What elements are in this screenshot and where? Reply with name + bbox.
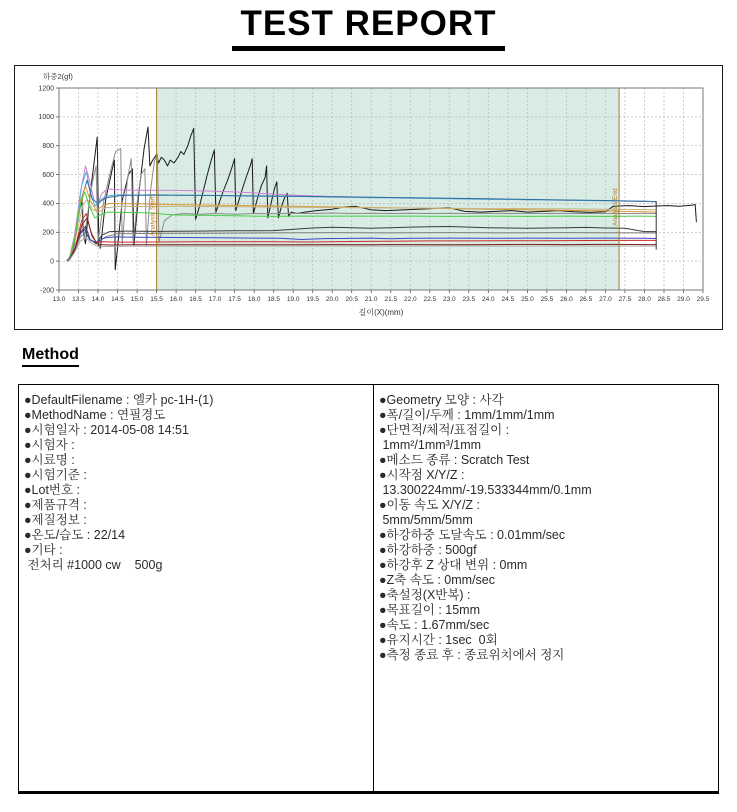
svg-text:17.0: 17.0 — [208, 296, 222, 303]
method-line: ●시험자 : — [24, 438, 75, 452]
method-line: ●측정 종료 후 : 종료위치에서 정지 — [379, 648, 565, 662]
svg-text:15.5: 15.5 — [150, 296, 163, 303]
svg-text:14.0: 14.0 — [91, 296, 105, 303]
svg-text:19.5: 19.5 — [306, 296, 320, 303]
method-line: ●속도 : 1.67mm/sec — [379, 618, 490, 632]
method-line: 5mm/5mm/5mm — [379, 513, 473, 527]
svg-text:-200: -200 — [39, 287, 54, 295]
page-title: TEST REPORT — [232, 4, 504, 51]
method-line: ●Geometry 모양 : 사각 — [379, 393, 504, 407]
method-line: 전처리 #1000 cw 500g — [24, 558, 163, 572]
method-line: 1mm²/1mm³/1mm — [379, 438, 482, 452]
analysis-end-label: Analysis End — [612, 188, 620, 226]
svg-text:400: 400 — [42, 200, 54, 208]
method-line: ●이동 속도 X/Y/Z : — [379, 498, 480, 512]
method-line: ●시료명 : — [24, 453, 75, 467]
svg-text:20.0: 20.0 — [325, 296, 339, 303]
svg-text:19.0: 19.0 — [286, 296, 300, 303]
svg-text:23.0: 23.0 — [442, 296, 456, 303]
method-line: ●하강후 Z 상대 변위 : 0mm — [379, 558, 528, 572]
method-line: ●제품규격 : — [24, 498, 87, 512]
svg-text:13.5: 13.5 — [72, 296, 85, 303]
analysis-region — [157, 88, 619, 290]
svg-text:29.5: 29.5 — [696, 296, 710, 303]
svg-text:14.5: 14.5 — [111, 296, 124, 303]
method-line: ●하강하중 도달속도 : 0.01mm/sec — [379, 528, 566, 542]
svg-text:23.5: 23.5 — [462, 296, 476, 303]
svg-text:17.5: 17.5 — [228, 296, 241, 303]
method-line: ●온도/습도 : 22/14 — [24, 528, 126, 542]
method-heading: Method — [22, 346, 79, 367]
method-right-column — [374, 385, 718, 791]
svg-text:24.5: 24.5 — [501, 296, 515, 303]
svg-text:1200: 1200 — [38, 85, 54, 93]
svg-text:27.5: 27.5 — [618, 296, 632, 303]
method-line: ●목표길이 : 15mm — [379, 603, 480, 617]
method-line: ●제질정보 : — [24, 513, 87, 527]
method-line: ●단면적/체적/표점길이 : — [379, 423, 510, 437]
method-line: ●하강하중 : 500gf — [379, 543, 477, 557]
svg-text:1000: 1000 — [38, 114, 54, 122]
method-line: ●시험일자 : 2014-05-08 14:51 — [24, 423, 189, 437]
method-line: ●폭/길이/두께 : 1mm/1mm/1mm — [379, 408, 555, 422]
method-line: ●축설정(X반복) : — [379, 588, 471, 602]
svg-text:26.5: 26.5 — [579, 296, 593, 303]
method-line: ●Z축 속도 : 0mm/sec — [379, 573, 496, 587]
method-line: ●Lot번호 : — [24, 483, 81, 497]
method-line: 13.300224mm/-19.533344mm/0.1mm — [379, 483, 592, 497]
svg-text:18.0: 18.0 — [247, 296, 261, 303]
svg-text:21.0: 21.0 — [364, 296, 378, 303]
method-line: ●DefaultFilename : 엘카 pc-1H-(1) — [24, 393, 214, 407]
method-left-column — [19, 385, 374, 791]
chart-panel — [14, 65, 723, 330]
load-length-chart — [15, 66, 722, 329]
svg-text:24.0: 24.0 — [481, 296, 495, 303]
method-line: ●시험기준 : — [24, 468, 87, 482]
svg-text:800: 800 — [42, 143, 54, 150]
method-line: ●메소드 종류 : Scratch Test — [379, 453, 530, 467]
method-line: ●유지시간 : 1sec 0회 — [379, 633, 498, 647]
svg-text:15.0: 15.0 — [130, 296, 144, 303]
svg-text:16.5: 16.5 — [189, 296, 202, 303]
svg-text:18.5: 18.5 — [267, 296, 281, 303]
analysis-start-label: Analysis Start — [149, 196, 157, 236]
svg-text:0: 0 — [50, 258, 54, 266]
method-line: ●기타 : — [24, 543, 63, 557]
svg-text:27.0: 27.0 — [599, 296, 612, 303]
svg-text:200: 200 — [42, 229, 54, 237]
method-table — [18, 384, 719, 794]
svg-text:25.0: 25.0 — [521, 296, 534, 303]
svg-text:16.0: 16.0 — [169, 296, 183, 303]
svg-text:25.5: 25.5 — [540, 296, 554, 303]
svg-text:28.0: 28.0 — [638, 296, 651, 303]
y-axis-title: 하중2(gf) — [43, 72, 73, 81]
svg-text:21.5: 21.5 — [384, 296, 398, 303]
method-line: ●시작점 X/Y/Z : — [379, 468, 465, 482]
svg-text:28.5: 28.5 — [657, 296, 671, 303]
svg-text:20.5: 20.5 — [345, 296, 359, 303]
method-line: ●MethodName : 연필경도 — [24, 408, 166, 422]
x-axis-title: 길이(X)(mm) — [358, 308, 404, 317]
title-bar — [0, 4, 737, 51]
svg-text:22.5: 22.5 — [423, 296, 437, 303]
svg-text:600: 600 — [42, 171, 54, 179]
svg-text:13.0: 13.0 — [52, 296, 66, 303]
svg-text:22.0: 22.0 — [403, 296, 417, 303]
svg-text:26.0: 26.0 — [560, 296, 573, 303]
svg-text:29.0: 29.0 — [677, 296, 690, 303]
